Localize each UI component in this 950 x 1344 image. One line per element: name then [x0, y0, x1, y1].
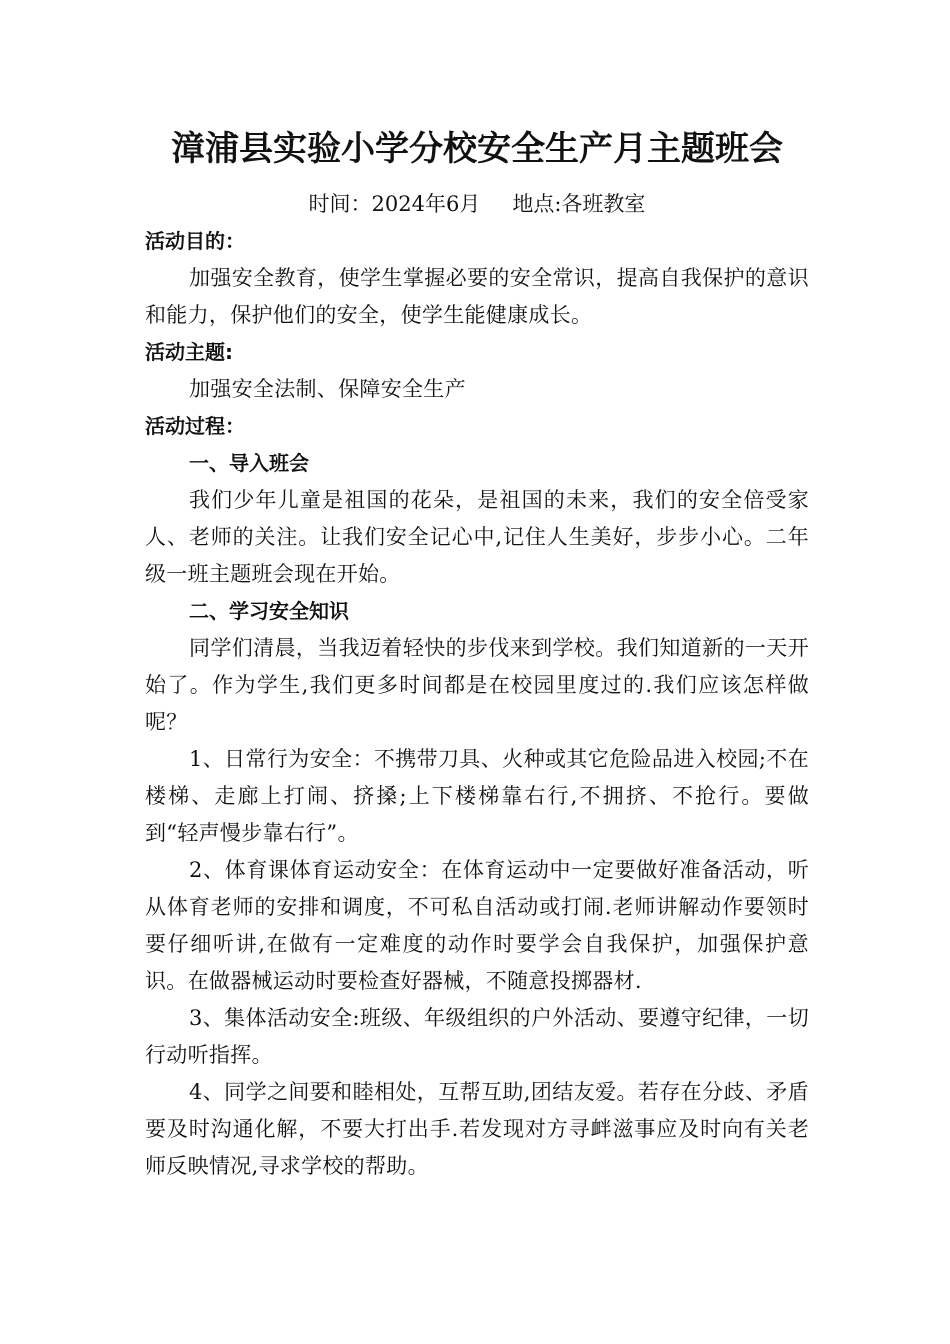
meeting-time: 时间：2024年6月 [308, 192, 481, 216]
process-heading: 活动过程： [145, 414, 245, 438]
document-body [145, 223, 809, 1185]
theme-paragraph: 加强安全法制、保障安全生产 [189, 377, 466, 401]
step2-intro-paragraph: 同学们清晨，当我迈着轻快的步伐来到学校。我们知道新的一天开始了。作为学生,我们更多时间都是在校园里度过的.我们应该怎样做呢？ [145, 636, 809, 734]
list-item: 2、体育课体育运动安全：在体育运动中一定要做好准备活动，听从体育老师的安排和调度，不可私自活动或打闹.老师讲解动作要领时要仔细听讲,在做有一定难度的动作时要学会自我保护，加强保护意识。在做器械运动时要检查好器械，不随意投掷器材. [145, 858, 809, 993]
purpose-heading: 活动目的： [145, 229, 245, 253]
list-item: 1、日常行为安全：不携带刀具、火种或其它危险品进入校园;不在楼梯、走廊上打闹、挤搡;上下楼梯靠右行,不拥挤、不抢行。要做到“轻声慢步靠右行”。 [145, 747, 809, 845]
theme-heading: 活动主题: [145, 340, 233, 364]
step1-paragraph: 我们少年儿童是祖国的花朵，是祖国的未来，我们的安全倍受家人、老师的关注。让我们安全记心中,记住人生美好，步步小心。二年级一班主题班会现在开始。 [145, 488, 809, 586]
list-item: 4、同学之间要和睦相处，互帮互助,团结友爱。若存在分歧、矛盾要及时沟通化解，不要大打出手.若发现对方寻衅滋事应及时向有关老师反映情况,寻求学校的帮助。 [145, 1080, 809, 1178]
meeting-place: 地点:各班教室 [512, 192, 646, 216]
step2-heading: 二、学习安全知识 [189, 599, 349, 623]
list-item: 3、集体活动安全:班级、年级组织的户外活动、要遵守纪律，一切行动听指挥。 [145, 1006, 809, 1067]
purpose-paragraph: 加强安全教育，使学生掌握必要的安全常识，提高自我保护的意识和能力，保护他们的安全，使学生能健康成长。 [145, 266, 809, 327]
document-title: 漳浦县实验小学分校安全生产月主题班会 [171, 129, 783, 169]
document-meta [145, 186, 809, 222]
step1-heading: 一、导入班会 [189, 451, 309, 475]
